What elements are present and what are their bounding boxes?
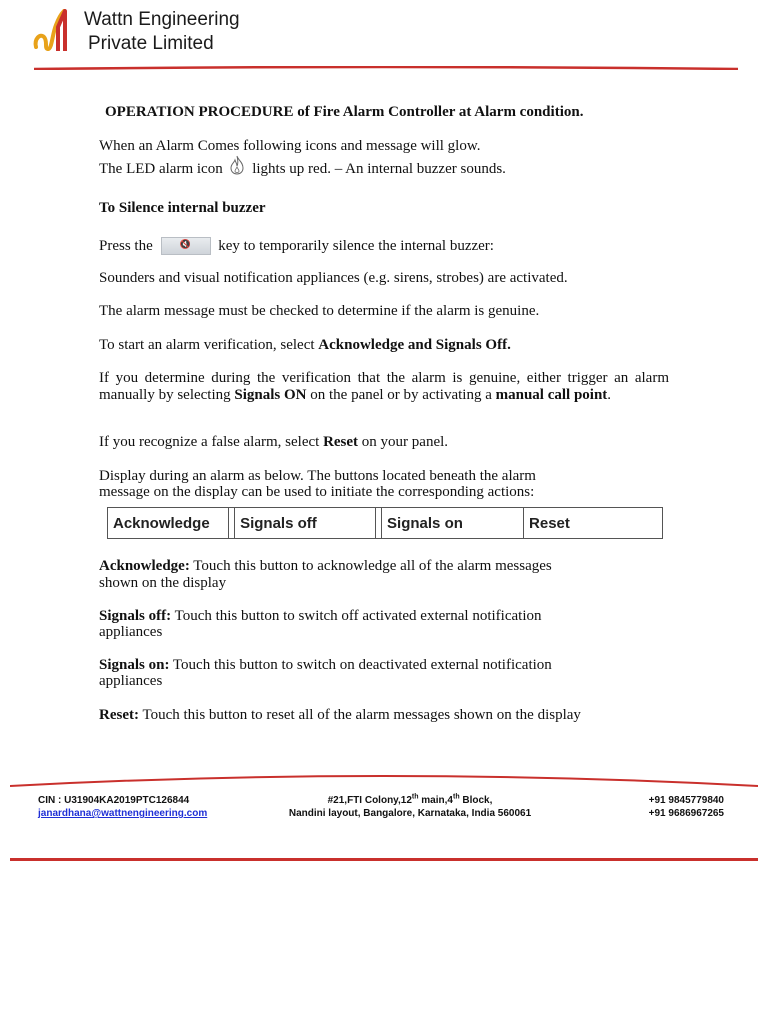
definition-text: Touch this button to reset all of the alarm messages shown on the display — [138, 707, 581, 723]
definition-term: Reset: — [99, 707, 139, 723]
definition-reset — [99, 707, 581, 724]
definition-text: Touch this button to switch off activated external notification — [171, 608, 542, 624]
company-name-line2: Private Limited — [88, 33, 214, 54]
paragraph-display-line2: message on the display can be used to initiate the corresponding actions: — [99, 484, 535, 500]
definition-term: Signals off: — [99, 608, 172, 624]
press-text-before: Press the — [99, 238, 153, 254]
paragraph-led-icon — [99, 155, 506, 178]
address-sup: th — [411, 793, 419, 801]
footer-divider-bottom — [10, 858, 758, 861]
cin-number: CIN : U31904KA2019PTC126844 — [38, 795, 190, 806]
footer-phones — [632, 794, 724, 820]
address-line2: Nandini layout, Bangalore, Karnataka, India 560061 — [288, 808, 532, 819]
address-line1 — [276, 794, 544, 807]
paragraph-check-message: The alarm message must be checked to determine if the alarm is genuine. — [99, 303, 540, 319]
address-sup: th — [452, 793, 460, 801]
flame-icon — [228, 155, 246, 175]
definition-text: Touch this button to acknowledge all of the alarm messages — [189, 558, 552, 574]
paragraph-alarm-comes: When an Alarm Comes following icons and message will glow. — [99, 138, 481, 154]
genuine-bold-call-point: manual call point — [495, 387, 608, 403]
verification-bold: Acknowledge and Signals Off. — [318, 337, 511, 353]
phone-2: +91 9686967265 — [648, 808, 724, 819]
address-part: Block, — [459, 795, 493, 806]
led-text-after: lights up red. – An internal buzzer sounds. — [252, 161, 506, 177]
paragraph-sounders: Sounders and visual notification appliances (e.g. sirens, strobes) are activated. — [99, 270, 568, 286]
address-part: main,4 — [418, 795, 453, 806]
definition-term: Signals on: — [99, 657, 170, 673]
footer-divider-top — [10, 770, 758, 788]
paragraph-display-line1: Display during an alarm as below. The buttons located beneath the alarm — [99, 468, 536, 484]
led-text-before: The LED alarm icon — [99, 161, 223, 177]
mute-key-icon: 🔇 — [161, 237, 211, 255]
silence-heading-text: To Silence internal buzzer — [99, 200, 266, 216]
footer-address — [276, 794, 544, 820]
phone-1: +91 9845779840 — [648, 795, 724, 806]
letterhead — [0, 0, 768, 80]
paragraph-verification — [99, 337, 511, 354]
page-title: OPERATION PROCEDURE of Fire Alarm Controller at Alarm condition. — [105, 104, 584, 120]
press-text-after: key to temporarily silence the internal buzzer: — [218, 238, 494, 254]
footer-left — [38, 794, 207, 820]
definition-text: Touch this button to switch on deactivated external notification — [169, 657, 552, 673]
signals-on-button: Signals on — [382, 508, 524, 538]
acknowledge-button: Acknowledge — [108, 508, 229, 538]
company-logo — [32, 9, 72, 53]
genuine-text-a: If you determine during the verification that the alarm is genuine, either trigger an alarm manually by selecting — [99, 370, 669, 403]
false-alarm-bold: Reset — [323, 434, 359, 450]
header-divider — [34, 66, 738, 70]
definition-term: Acknowledge: — [99, 558, 190, 574]
signals-off-button: Signals off — [235, 508, 376, 538]
genuine-bold-signals-on: Signals ON — [234, 387, 307, 403]
paragraph-false-alarm — [99, 434, 448, 451]
false-alarm-before: If you recognize a false alarm, select — [99, 434, 324, 450]
genuine-text-c: on the panel or by activating a — [306, 387, 496, 403]
genuine-text-e: . — [607, 387, 612, 403]
definition-signals-off — [99, 608, 542, 625]
company-name — [84, 8, 240, 56]
heading-silence-buzzer — [99, 200, 266, 217]
verification-text: To start an alarm verification, select — [99, 337, 319, 353]
address-part: #21,FTI Colony,12 — [327, 795, 412, 806]
definition-signals-off-line2: appliances — [99, 624, 163, 640]
definition-signals-on-line2: appliances — [99, 673, 163, 689]
alarm-display-buttons — [107, 507, 663, 539]
definition-acknowledge — [99, 558, 552, 575]
reset-button: Reset — [529, 514, 570, 532]
paragraph-press-key — [99, 237, 494, 255]
definition-acknowledge-line2: shown on the display — [99, 575, 227, 591]
false-alarm-after: on your panel. — [358, 434, 449, 450]
email-link[interactable]: janardhana@wattnengineering.com — [38, 808, 208, 819]
company-name-line1: Wattn Engineering — [84, 9, 240, 30]
paragraph-genuine-alarm — [99, 370, 669, 404]
definition-signals-on — [99, 657, 552, 674]
